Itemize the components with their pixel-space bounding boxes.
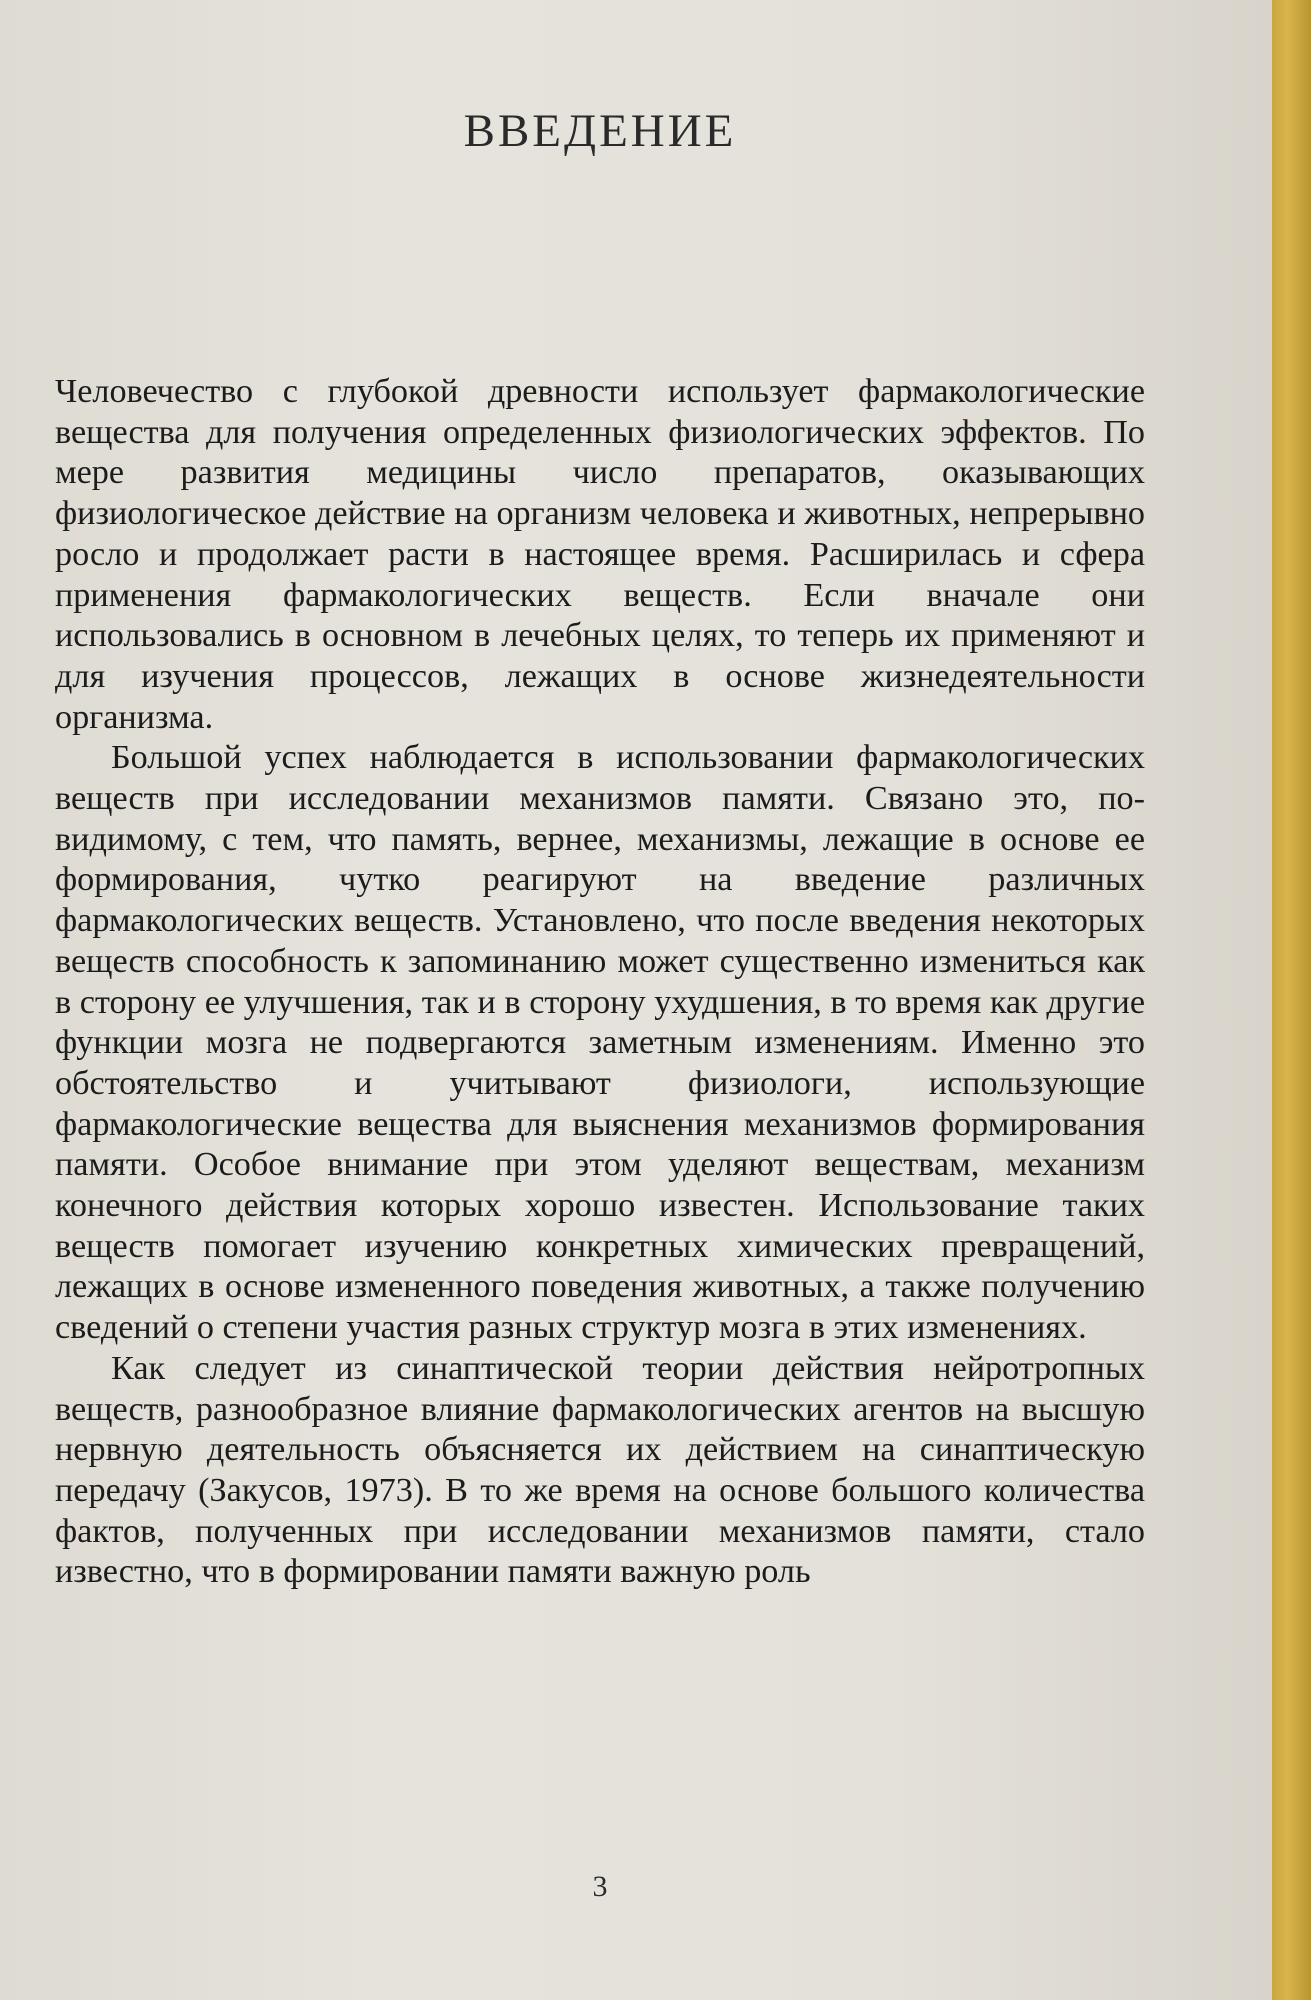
paragraph-2: Большой успех наблюдается в использовании фармакологических веществ при исследовании механизмов памяти. Связано это, по-видимому, с тем, что память, вернее, механизмы, лежащие в основе ее формирования, чутко реагируют на введение различных фармакологических веществ. Установлено, что после введения некоторых веществ способность к запоминанию может существенно измениться как в сторону ее улучшения, так и в сторону ухудшения, в то время как другие функции мозга не подвергаются заметным изменениям. Именно это обстоятельство и учитывают физиологи, использующие фармакологические вещества для выяснения механизмов формирования памяти. Особое внимание при этом уделяют веществам, механизм конечного действия которых хорошо известен. Использование таких веществ помогает изучению конкретных химических превращений, лежащих в основе измененного поведения животных, а также получению сведений о степени участия разных структур мозга в этих изменениях. — [55, 739, 1145, 1347]
paragraph-1: Человечество с глубокой древности использует фармакологические вещества для получения определенных физиологических эффектов. По мере развития медицины число препаратов, оказывающих физиологическое действие на организм человека и животных, непрерывно росло и продолжает расти в настоящее время. Расширилась и сфера применения фармакологических веществ. Если вначале они использовались в основном в лечебных целях, то теперь их применяют и для изучения процессов, лежащих в основе жизнедеятельности организма. — [55, 373, 1145, 736]
chapter-title: ВВЕДЕНИЕ — [463, 105, 737, 157]
book-cover-edge — [1272, 0, 1311, 2000]
paragraph-3: Как следует из синаптической теории действия нейротропных веществ, разнообразное влияние фармакологических агентов на высшую нервную деятельность объясняется их действием на синаптическую передачу (Закусов, 1973). В то же время на основе большого количества фактов, полученных при исследовании механизмов памяти, стало известно, что в формировании памяти важную роль — [55, 1349, 1145, 1591]
page-number: 3 — [592, 1870, 608, 1903]
body-text — [55, 372, 1145, 1593]
